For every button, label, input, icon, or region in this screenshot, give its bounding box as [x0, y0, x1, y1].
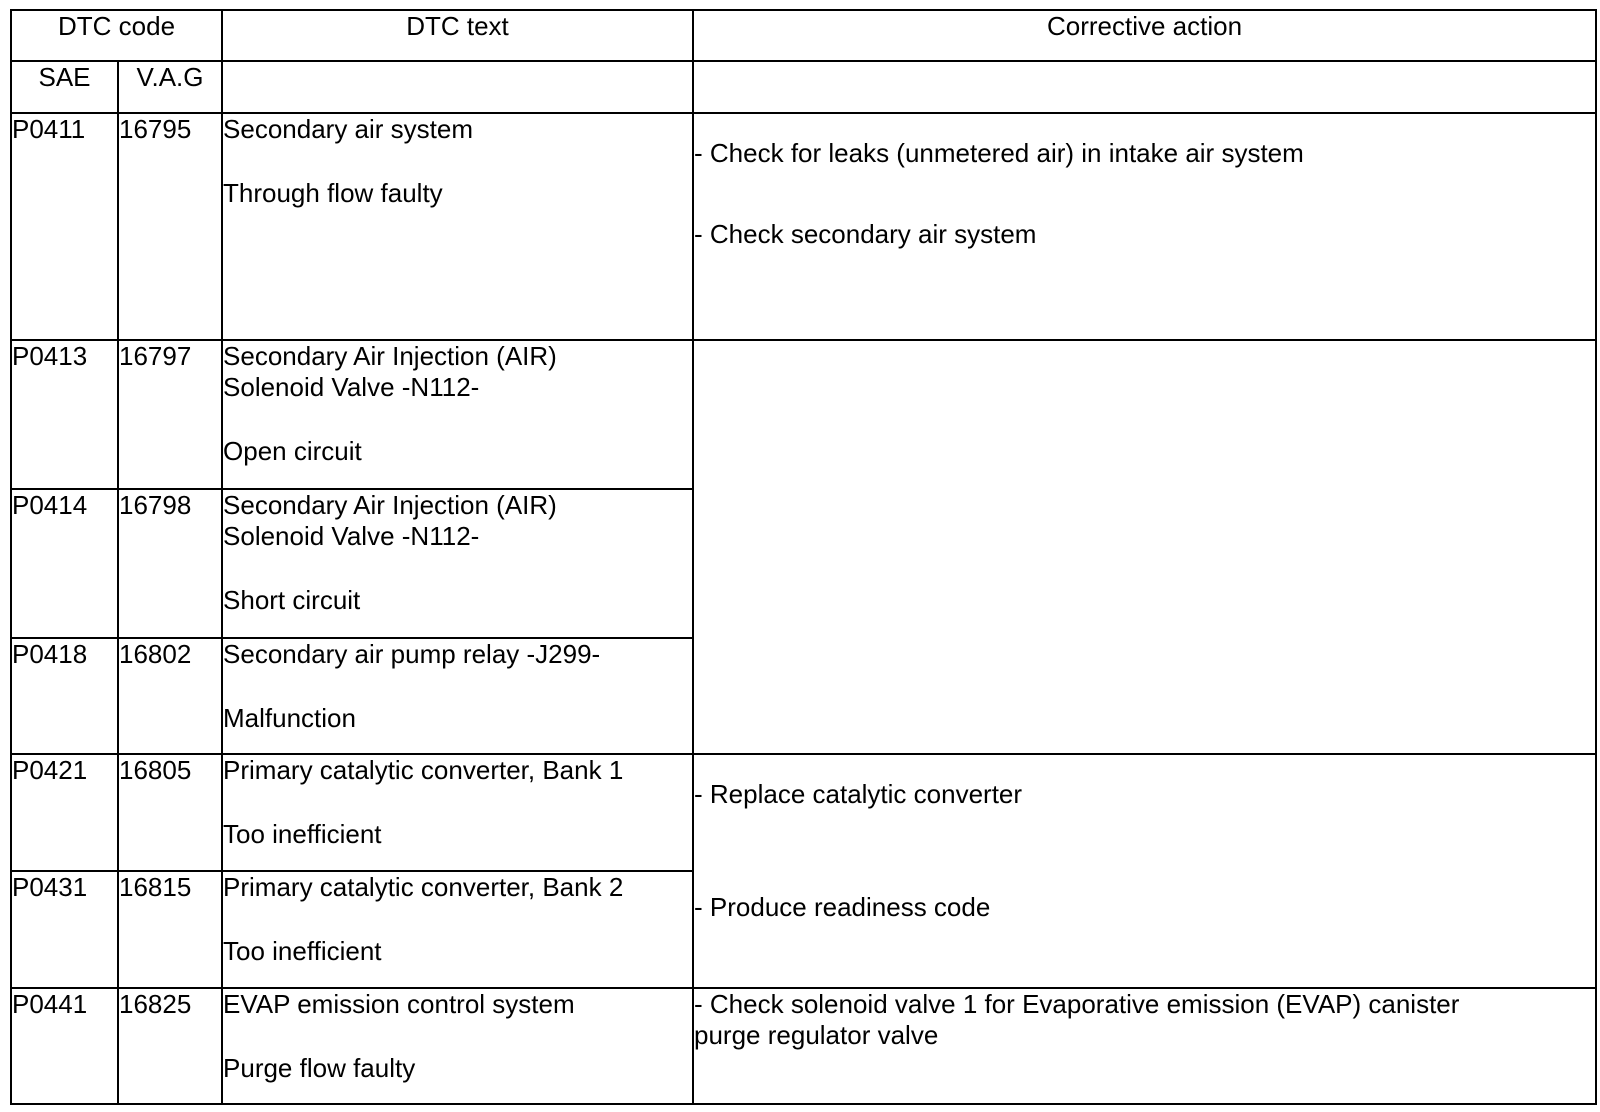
vag-code: 16802 — [118, 638, 222, 754]
action-line: - Check for leaks (unmetered air) in intake air system — [694, 137, 1304, 168]
vag-code: 16797 — [118, 340, 222, 489]
table-row — [11, 340, 1596, 489]
action-line: - Produce readiness code — [694, 891, 991, 922]
action-line: - Check secondary air system — [694, 218, 1037, 249]
dtc-text-line: Secondary air system — [223, 113, 473, 144]
action-line: - Replace catalytic converter — [694, 778, 1023, 809]
vag-code: 16795 — [118, 113, 222, 340]
dtc-text-line: Purge flow faulty — [223, 1052, 416, 1083]
action-line: - Check solenoid valve 1 for Evaporative emission (EVAP) canister — [694, 988, 1460, 1019]
dtc-text-line: Secondary Air Injection (AIR) — [223, 489, 557, 520]
corrective-action-empty — [693, 340, 1596, 754]
dtc-text — [222, 113, 693, 340]
dtc-text-line: Too inefficient — [223, 935, 382, 966]
dtc-text-line: Solenoid Valve -N112- — [223, 520, 480, 551]
subheader-row — [11, 61, 1596, 112]
dtc-text — [222, 988, 693, 1104]
action-line: purge regulator valve — [694, 1019, 939, 1050]
header-dtc-code: DTC code — [11, 10, 222, 61]
table-row — [11, 754, 1596, 871]
subheader-sae: SAE — [11, 61, 118, 112]
dtc-text-line: Primary catalytic converter, Bank 1 — [223, 754, 624, 785]
dtc-text-line: Secondary Air Injection (AIR) — [223, 340, 557, 371]
dtc-text-line: Secondary air pump relay -J299- — [223, 638, 601, 669]
subheader-empty-action — [693, 61, 1596, 112]
dtc-text-line: Open circuit — [223, 435, 362, 466]
sae-code: P0441 — [11, 988, 118, 1104]
sae-code: P0421 — [11, 754, 118, 871]
dtc-text — [222, 489, 693, 638]
dtc-text-line: Through flow faulty — [223, 177, 443, 208]
vag-code: 16805 — [118, 754, 222, 871]
dtc-text-line: Short circuit — [223, 584, 361, 615]
table-row — [11, 113, 1596, 340]
vag-code: 16798 — [118, 489, 222, 638]
subheader-vag: V.A.G — [118, 61, 222, 112]
subheader-empty-text — [222, 61, 693, 112]
sae-code: P0414 — [11, 489, 118, 638]
sae-code: P0413 — [11, 340, 118, 489]
dtc-text-line: Solenoid Valve -N112- — [223, 371, 480, 402]
dtc-table — [10, 9, 1597, 1105]
corrective-action — [693, 113, 1596, 340]
dtc-text-line: Too inefficient — [223, 818, 382, 849]
sae-code: P0411 — [11, 113, 118, 340]
dtc-text — [222, 754, 693, 871]
dtc-text-line: EVAP emission control system — [223, 988, 575, 1019]
dtc-text — [222, 871, 693, 988]
corrective-action — [693, 988, 1596, 1104]
header-dtc-text: DTC text — [222, 10, 693, 61]
table-row — [11, 988, 1596, 1104]
dtc-text-line: Malfunction — [223, 702, 356, 733]
vag-code: 16825 — [118, 988, 222, 1104]
corrective-action — [693, 754, 1596, 988]
header-corrective-action: Corrective action — [693, 10, 1596, 61]
sae-code: P0431 — [11, 871, 118, 988]
header-row — [11, 10, 1596, 61]
vag-code: 16815 — [118, 871, 222, 988]
dtc-text-line: Primary catalytic converter, Bank 2 — [223, 871, 624, 902]
sae-code: P0418 — [11, 638, 118, 754]
dtc-text — [222, 340, 693, 489]
dtc-text — [222, 638, 693, 754]
